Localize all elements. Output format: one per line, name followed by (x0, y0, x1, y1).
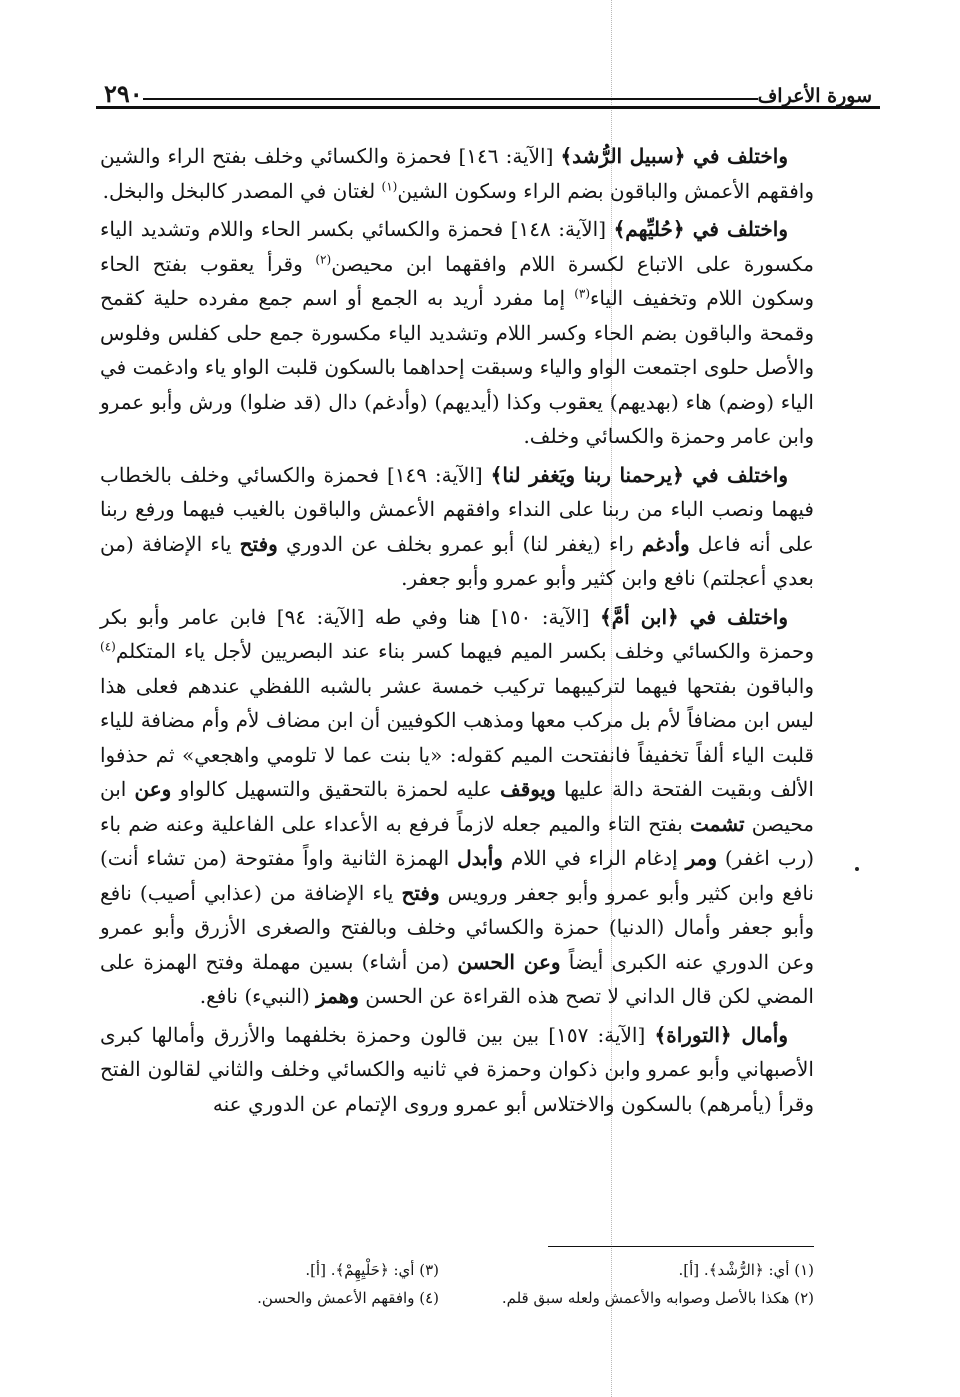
bold-term: ويوقف (500, 777, 556, 801)
footnote-ref: (٤) (100, 639, 116, 654)
text-run: بفتح التاء والميم جعله لازماً فرفع به الأعداء على الفاعلية وعنه ضم باء (رب اغفر) (100, 811, 814, 870)
text-run: [الآية: ١٤٩] فحمزة والكسائي وخلف بالخطاب فيهما ونصب الباء من ربنا على النداء وافقهم الأعمش والباقون بالغيب فيهما ورفع ربنا على أنه فاعل (100, 462, 814, 556)
text-run: الهمزة الثانية واواً مفتوحة (من تشاء أنت) نافع وابن كثير وأبو عمرو وأبو جعفر ورويس (100, 846, 814, 905)
surah-title: سورة الأعراف (757, 85, 872, 107)
paragraph (100, 600, 814, 1014)
paragraph (100, 139, 814, 208)
text-run: ابن محيصن (100, 777, 815, 836)
text-run: راء (يغفر لنا) أبو عمرو بخلف عن الدوري (277, 531, 642, 556)
text-run: إما مفرد أريد به الجمع أو اسم جمع مفرده حلية كقمح وقمحة والباقون بضم الحاء وكسر اللام وتشديد الياء مكسورة جمع حلى كفلس وفلوس والأصل حلوى اجتمعت الواو والياء وسبقت إحداهما بالسكون قلبت الواو ياء وادغمت في الياء (وضم) هاء (بهديهم) يعقوب وكذا (أيديهم) (وأدغم) دال (قد ضلوا) ورش وأبو عمرو وابن عامر وحمزة والكسائي وخلف. (100, 286, 814, 448)
text-run: ياء الإضافة من (عذابي أصيب) نافع وأبو جعفر وأمال (الدنيا) حمزة والكسائي وخلف وبالفتح والصغرى الأزرق وأبو عمرو وعن الدوري عنه الكبرى أيضاً (100, 880, 814, 974)
text-run: [الآية: ١٥٠] هنا وفي طه [الآية: ٩٤] فابن عامر وأبو بكر وحمزة والكسائي وخلف بكسر الميم فيهما كسر بناء عند البصريين لأجل ياء المتكلم (100, 604, 814, 663)
bold-term: وأمال ﴿التوراة﴾ (654, 1022, 788, 1047)
text-run: والباقون بفتحها فيهما لتركيبهما تركيب خمسة عشر بالشبه اللفظي عندهم فعلى هذا ليس ابن مضافاً لأم بل مركب معها ومذهب الكوفيين أن ابن مضاف لأم وأم مضافة للياء قلبت الياء ألفاً تخفيفاً فانفتحت الميم كقوله: «يا بنت عما لا تلومي واهجعي» ثم حذفوا الألف وبقيت الفتحة دالة عليها (100, 673, 814, 801)
bold-term: وعن الحسن (457, 949, 561, 974)
header-line (143, 98, 758, 100)
bold-term: وأدغم (641, 531, 690, 556)
header-rule (96, 106, 880, 109)
bold-term: ومر (685, 846, 717, 870)
text-run: [الآية: ١٤٨] فحمزة والكسائي بكسر الحاء واللام وتشديد الياء مكسورة على الاتباع لكسرة اللام وافقهما ابن محيصن (100, 217, 814, 276)
footnote-ref: (١) (381, 178, 398, 193)
footnote-separator (548, 1246, 814, 1247)
main-text (100, 139, 814, 1125)
paragraph (100, 1018, 814, 1122)
text-run: ياء الإضافة (من بعدي أعجلتم) نافع وابن كثير وأبو عمرو وأبو جعفر. (100, 531, 814, 590)
bold-term: وفتح (239, 531, 278, 556)
footnote-ref: (٢) (315, 251, 332, 266)
footnote-ref: (٣) (574, 286, 591, 301)
bold-term: وعن (134, 777, 172, 801)
footnote: (٢) هكذا بالأصل وصوابه والأعمش ولعله سبق قلم. (501, 1289, 814, 1307)
page-number: ٢٩٠ (104, 79, 143, 108)
bold-term: واختلف في ﴿حُليِّهم﴾ (613, 217, 788, 241)
bold-term: واختلف في ﴿ابن أمَّ﴾ (599, 604, 789, 629)
paragraph (100, 458, 814, 596)
text-run: [الآية: ١٥٧] بين بين قالون وحمزة بخلفهما والأزرق وأمالها كبرى الأصبهاني وأبو عمرو وابن ذكوان وحمزة في ثانيه والكسائي وخلف والثاني لقالون الفتح وقرأ (يأمرهم) بالسكون والاختلاس أبو عمرو وروى الإتمام عن الدوري عنه (100, 1022, 814, 1116)
bold-term: وأبدل (457, 846, 503, 870)
bold-term: واختلف في ﴿يرحمنا ربنا ويَغفر لنا﴾ (490, 462, 788, 487)
footnote-row (160, 1256, 814, 1284)
text-run: وقرأ يعقوب بفتح الحاء وسكون اللام وتخفيف الياء (100, 251, 814, 310)
margin-mark (855, 867, 859, 871)
text-run: لغتان في المصدر كالبخل والبخل. (102, 178, 382, 203)
text-run: (من أشاء) بسين مهملة وفتح الهمزة على المضي لكن قال الداني لا تصح هذه القراءة عن الحسن (100, 949, 814, 1008)
footnotes (160, 1256, 814, 1312)
footnote: (٤) وافقهم الأعمش والحسن. (257, 1289, 439, 1307)
footnote: (١) أي: ﴿الرُّشْد﴾. [أ]. (678, 1261, 814, 1279)
text-run: إدغام الراء في اللام (502, 846, 686, 870)
bold-term: وفتح (401, 880, 440, 905)
bold-term: واختلف في ﴿سبيل الرُّشد﴾ (560, 144, 788, 168)
footnote-row (160, 1284, 814, 1312)
bold-term: تشمت (690, 811, 745, 836)
page-header (96, 70, 880, 106)
text-run: عليه لحمزة بالتحقيق والتسهيل كالواو (171, 777, 500, 801)
bold-term: وهمز (316, 984, 359, 1008)
paragraph (100, 212, 814, 454)
footnote: (٣) أي: ﴿حَلْيِهِمْ﴾. [أ]. (305, 1261, 439, 1279)
text-run: (النبيء) نافع. (199, 984, 317, 1008)
text-run: [الآية: ١٤٦] فحمزة والكسائي وخلف بفتح الراء والشين وافقهم الأعمش والباقون بضم الراء وسكون الشين (100, 144, 814, 203)
